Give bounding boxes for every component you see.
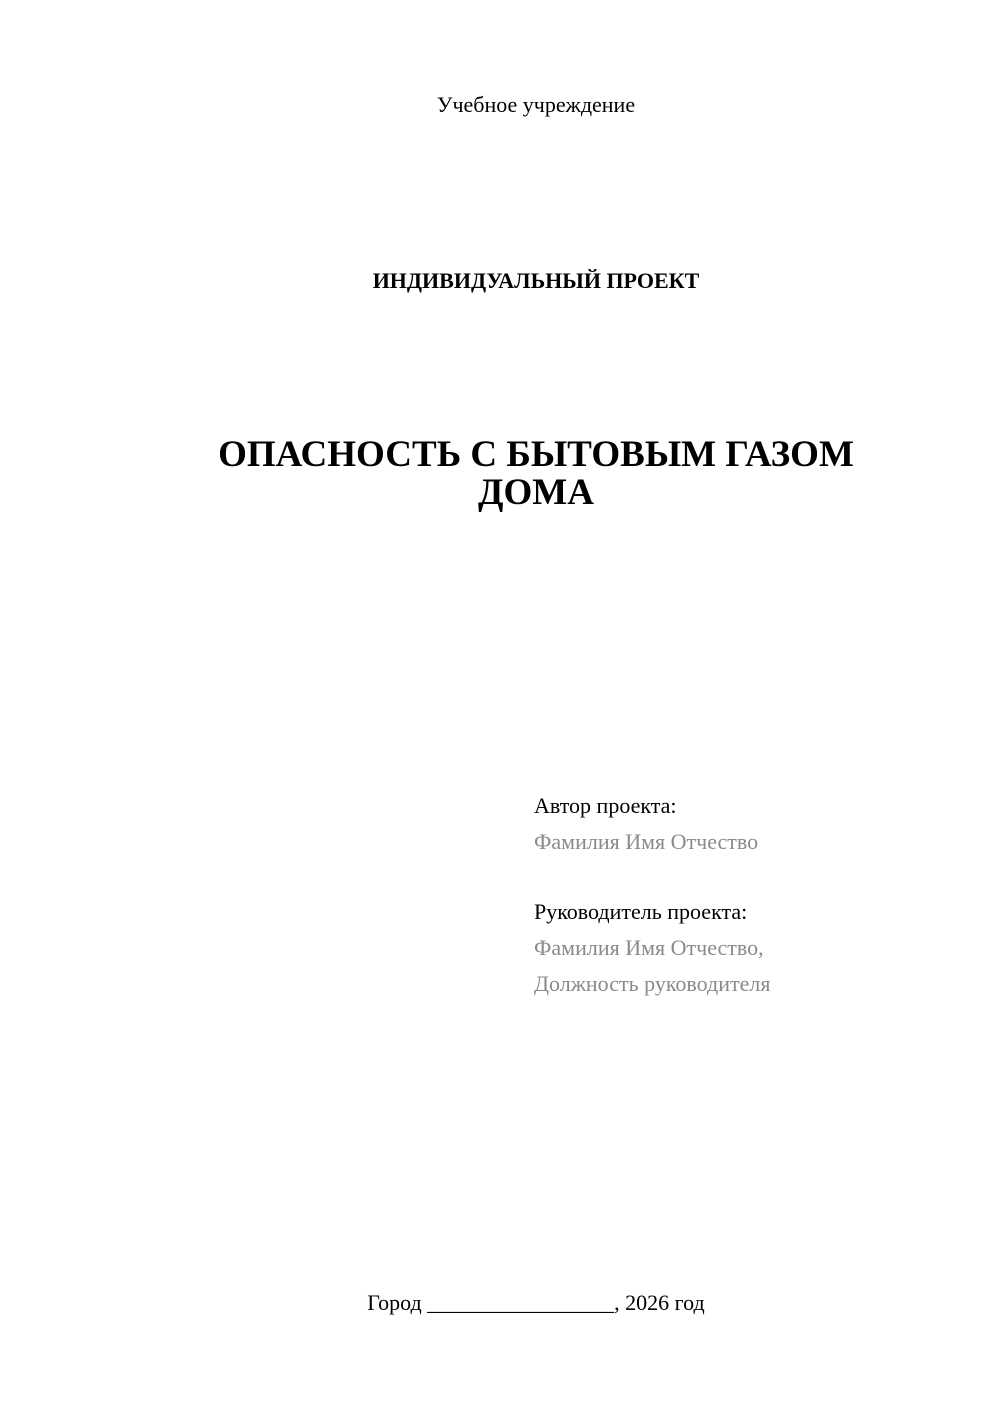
project-title-line-1: ОПАСНОСТЬ С БЫТОВЫМ ГАЗОМ [218,434,854,475]
project-info-block [534,788,974,1002]
supervisor-label: Руководитель проекта: [534,899,748,924]
supervisor-name: Фамилия Имя Отчество, [534,935,764,960]
project-title [0,436,1000,512]
supervisor-position: Должность руководителя [534,971,771,996]
author-name: Фамилия Имя Отчество [534,829,759,854]
info-spacer [534,860,974,894]
project-type-heading: ИНДИВИДУАЛЬНЫЙ ПРОЕКТ [372,268,700,293]
author-label: Автор проекта: [534,793,677,818]
city-year-footer: Город _________________, 2026 год [367,1290,705,1315]
project-title-line-2: ДОМА [478,472,594,513]
institution-name: Учебное учреждение [436,92,636,117]
